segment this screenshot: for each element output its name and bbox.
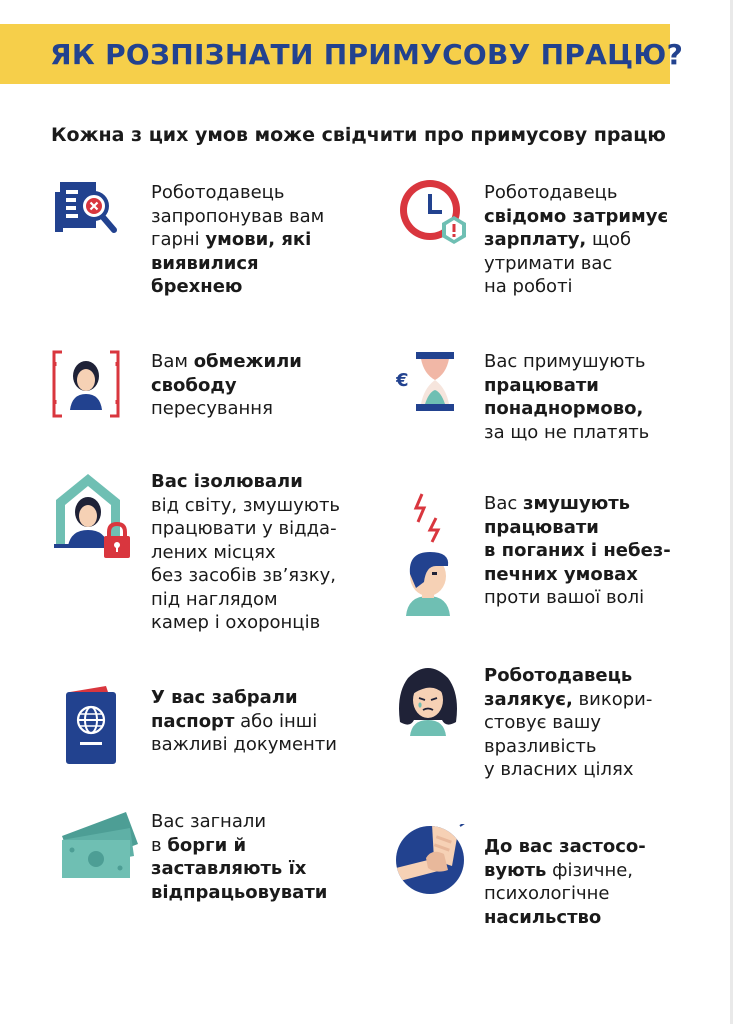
text-line [484,350,649,374]
text-line [151,611,340,635]
regular-text: викори- [572,688,653,710]
text-line [484,906,646,930]
text-line [151,881,327,905]
bold-text: Вас ізолювали [151,471,303,492]
regular-text: камер і охоронців [151,612,321,633]
text-line [151,252,324,276]
text-line [484,664,652,688]
regular-text: або інші [234,710,318,732]
text-line [151,517,340,541]
text-line [484,563,671,587]
bold-text: змушують [523,493,631,514]
regular-text: Роботодавець [151,182,285,203]
text-line [151,710,337,734]
bold-text: обмежили [193,351,302,372]
text-line [151,350,302,374]
text-line [484,421,649,445]
text-line [484,397,649,421]
regular-text: вразливість [484,735,597,757]
condition-text [484,664,652,782]
regular-text: Вас [484,493,523,514]
text-line [151,374,302,398]
text-line [484,758,652,782]
regular-text: від світу, змушують [151,494,341,516]
svg-text:€: € [396,370,409,391]
condition-text [484,181,668,299]
text-line [484,492,671,516]
regular-text: на роботі [484,276,573,297]
text-line [151,494,340,518]
regular-text: стовує вашу [484,712,602,733]
regular-text: проти вашої волі [484,587,645,608]
text-line [151,588,340,612]
condition-text [151,470,340,635]
text-line [484,205,668,229]
bold-text: вують [484,859,547,881]
condition-text [484,350,649,444]
page-title: ЯК РОЗПІЗНАТИ ПРИМУСОВУ ПРАЦЮ? [50,38,684,71]
text-line [484,374,649,398]
bold-text: заставляють їх [151,858,307,879]
bold-text: працювати [484,374,599,396]
regular-text: Вас загнали [151,811,267,832]
bold-text: печних умовах [484,563,638,585]
regular-text: гарні [151,229,206,250]
text-line [151,857,327,881]
text-line [151,205,324,229]
text-line [484,516,671,540]
text-line [151,686,337,710]
text-line [151,810,327,834]
regular-text: запропонував вам [151,205,325,227]
regular-text: щоб [586,229,632,250]
regular-text: лених місцях [151,541,276,563]
text-line [151,275,324,299]
hazard-worker-icon [396,492,466,616]
text-line [484,228,668,252]
bold-text: Роботодавець [484,665,633,686]
regular-text: пересування [151,398,273,419]
euro-hourglass-icon [396,350,460,414]
regular-text: Вам [151,351,194,372]
condition-text [151,350,302,421]
text-line [484,711,652,735]
regular-text: за що не платять [484,421,650,443]
condition-text [151,686,337,757]
text-line [151,541,340,565]
bold-text: залякує, [484,688,573,710]
text-line [151,834,327,858]
text-line [484,252,668,276]
text-line [151,564,340,588]
regular-text: без засобів зв’язку, [151,565,336,586]
regular-text: утримати вас [484,252,613,274]
clock-warning-icon [396,176,472,252]
regular-text: Роботодавець [484,182,618,203]
text-line [484,539,671,563]
bold-text: умови, які [205,229,312,250]
text-line [151,397,302,421]
regular-text: під наглядом [151,588,278,610]
bold-text: насильство [484,906,602,928]
money-bills-icon [60,810,140,882]
regular-text: в [151,834,168,856]
regular-text: працювати у відда- [151,518,337,539]
regular-text: психологічне [484,883,610,904]
bold-text: відпрацьовувати [151,881,328,903]
text-line [151,228,324,252]
text-line [151,470,340,494]
regular-text: важливі документи [151,734,337,755]
title-banner [0,24,684,84]
regular-text: фізичне, [546,859,634,881]
grabbed-arm-icon [396,824,468,896]
frightened-woman-icon [396,664,462,736]
bold-text: У вас забрали [151,687,298,708]
restricted-person-icon [52,350,122,418]
text-line [484,688,652,712]
condition-text [484,835,646,929]
bold-text: До вас застосо- [484,836,646,857]
bold-text: зарплату, [484,229,587,250]
text-line [484,275,668,299]
regular-text: Вас примушують [484,351,646,372]
isolated-person-lock-icon [52,470,134,560]
text-line [484,882,646,906]
condition-text [484,492,671,610]
bold-text: брехнею [151,276,243,297]
document-search-reject-icon [52,178,122,242]
bold-text: свідомо затримує [484,205,669,227]
bold-text: борги й [167,834,247,856]
text-line [484,586,671,610]
text-line [151,181,324,205]
regular-text: у власних цілях [484,759,634,780]
bold-text: працювати [484,516,599,538]
bold-text: в поганих і небез- [484,540,671,561]
condition-text [151,810,327,904]
bold-text: паспорт [151,710,235,732]
text-line [151,733,337,757]
text-line [484,859,646,883]
passport-icon [64,686,120,766]
text-line [484,735,652,759]
bold-text: виявилися [151,252,259,274]
text-line [484,181,668,205]
bold-text: свободу [151,374,237,396]
page-subtitle: Кожна з цих умов може свідчити про примусову працю [51,124,666,146]
text-line [484,835,646,859]
bold-text: понаднормово, [484,398,644,419]
condition-text [151,181,324,299]
